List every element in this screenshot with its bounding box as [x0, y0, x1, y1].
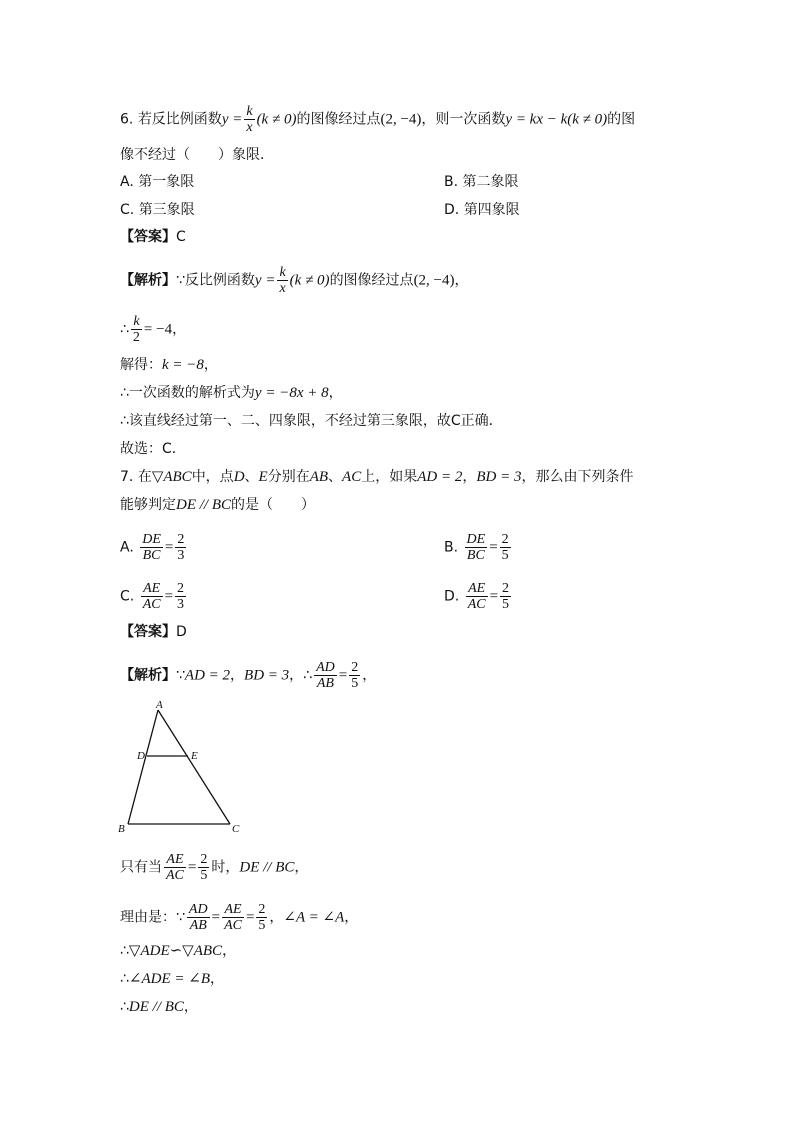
- q6-analysis-line4: ∴一次函数的解析式为y = −8x + 8，: [120, 385, 343, 401]
- q7-option-d: D. $\frac{AE}{AC}$ = $\frac{2}{5}$: [444, 581, 510, 612]
- q7-stem-line1: 7. 在▽ABC中，点D、E分别在AB、AC上，如果AD = 2，BD = 3，那么由下列条件: [120, 469, 634, 485]
- q6-stem-line1: 6. 若反比例函数y = $\frac{k}{x}$ (k ≠ 0)的图像经过点(2, −4)，则一次函数y = kx − k(k ≠ 0)的图: [120, 104, 636, 135]
- q6-analysis-line3: 解得：k = −8，: [120, 357, 218, 373]
- q6-analysis-line1: 【解析】∵反比例函数y = $\frac{k}{x}$ (k ≠ 0)的图像经过点(2, −4)，: [120, 265, 469, 296]
- side-ac: [158, 710, 230, 824]
- q7-answer: 【答案】D: [120, 624, 187, 640]
- q7-option-a: A. $\frac{DE}{BC}$ = $\frac{2}{3}$: [120, 532, 185, 563]
- q6-option-a: A. 第一象限: [120, 174, 195, 190]
- label-c: C: [232, 823, 240, 835]
- q6-analysis-line6: 故选：C．: [120, 441, 186, 457]
- q6-analysis-line5: ∴该直线经过第一、二、四象限，不经过第三象限，故C正确．: [120, 413, 503, 429]
- label-d: D: [137, 750, 145, 762]
- q6-stem-line2: 像不经过（ ）象限．: [120, 147, 274, 163]
- q7-option-b: B. $\frac{DE}{BC}$ = $\frac{2}{5}$: [444, 532, 509, 563]
- q6-analysis-line2: ∴ $\frac{k}{2}$ = −4，: [120, 314, 187, 345]
- q7-analysis-line1: 【解析】∵AD = 2，BD = 3，∴ $\frac{AD}{AB}$ = $\frac{2}{5}$ ，: [120, 660, 377, 691]
- q7-analysis-line5: ∴∠ADE = ∠B，: [120, 971, 225, 987]
- q6-fraction: $\frac{k}{x}$: [246, 104, 253, 135]
- triangle-figure: [112, 698, 252, 838]
- q7-option-c: C. $\frac{AE}{AC}$ = $\frac{2}{3}$: [120, 581, 185, 612]
- q7-analysis-line4: ∴▽ADE∽▽ABC，: [120, 943, 237, 959]
- label-e: E: [191, 750, 198, 762]
- label-b: B: [118, 823, 125, 835]
- q6-answer: 【答案】C: [120, 229, 186, 245]
- q7-analysis-line6: ∴DE // BC，: [120, 999, 198, 1015]
- q7-analysis-line3: 理由是：∵ $\frac{AD}{AB}$ = $\frac{AE}{AC}$ = $\frac{2}{5}$ ，∠A = ∠A，: [120, 902, 359, 933]
- q6-option-b: B. 第二象限: [444, 174, 519, 190]
- q6-option-d: D. 第四象限: [444, 202, 520, 218]
- q6-option-c: C. 第三象限: [120, 202, 195, 218]
- side-ab: [128, 710, 158, 824]
- q7-analysis-line2: 只有当 $\frac{AE}{AC}$ = $\frac{2}{5}$ 时，DE // BC，: [120, 852, 309, 883]
- label-a: A: [156, 699, 163, 711]
- q7-stem-line2: 能够判定DE // BC的是（ ）: [120, 497, 315, 513]
